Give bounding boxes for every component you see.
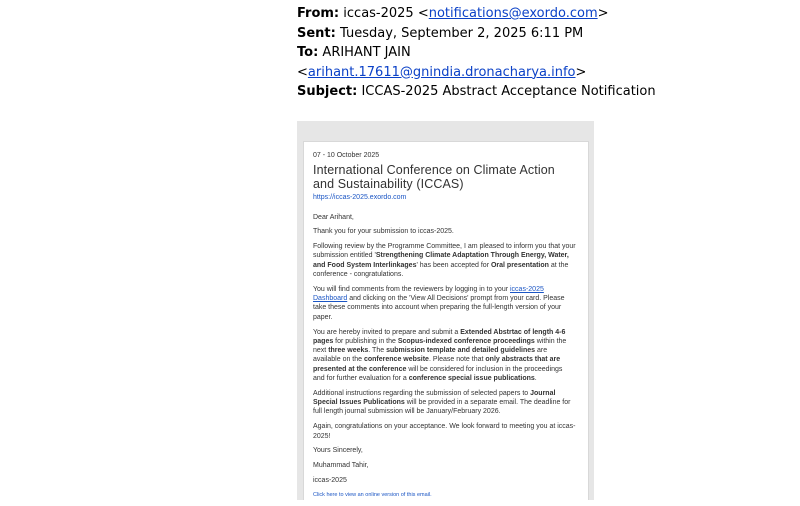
subject-row [297, 82, 777, 102]
p3-text-g: . Please note that [428, 356, 486, 364]
from-name: iccas-2025 < [343, 6, 429, 21]
email-content [313, 151, 576, 506]
online-version-link[interactable]: Click here to view an online version of this email. [313, 491, 432, 498]
p3-bold-7: conference special issue publications [408, 375, 535, 383]
subject-label: Subject: [297, 84, 358, 99]
p4-text-a: Additional instructions regarding the submission of selected papers to [313, 389, 531, 397]
signer: Muhammad Tahir, [313, 462, 369, 470]
thanks-line: Thank you for your submission to iccas-2025. [313, 228, 454, 236]
subject-value: ICCAS-2025 Abstract Acceptance Notification [361, 84, 656, 99]
presentation-type: Oral presentation [490, 261, 549, 269]
from-email-link[interactable]: notifications@exordo.com [428, 6, 598, 21]
sent-value: Tuesday, September 2, 2025 6:11 PM [340, 25, 584, 41]
p3-text-e: . The [368, 347, 387, 355]
from-label: From: [297, 6, 340, 21]
to-email-row [297, 63, 777, 83]
email-header [297, 4, 777, 102]
to-row [297, 43, 777, 63]
p3-bold-5: conference website [363, 356, 429, 364]
p3-bold-2: Scopus-indexed conference proceedings [397, 337, 535, 345]
from-row [297, 4, 777, 24]
p3-text-d: within the next [313, 337, 567, 355]
conference-title: International Conference on Climate Action and Sustainability (ICCAS) [313, 163, 555, 192]
to-close: > [575, 64, 587, 80]
to-name: ARIHANT JAIN [322, 45, 411, 60]
closing: Yours Sincerely, [313, 447, 363, 455]
journal-paragraph [313, 389, 576, 417]
p3-text-f: are available on the [313, 347, 548, 364]
comments-paragraph [313, 285, 576, 322]
p3-bold-6: only abstracts that are presented at the conference [313, 356, 561, 373]
to-open: < [297, 64, 308, 80]
congrats-paragraph: Again, congratulations on your acceptance. We look forward to meeting you at iccas-2025! [313, 423, 576, 440]
p3-text-h: will be considered for inclusion in the proceedings and for further evaluation for a [313, 365, 563, 383]
p2-text-b: and clicking on the 'View All Decisions' prompt from your card. Please take these comments into account when preparing the full-length version of your paper. [313, 295, 565, 321]
greeting: Dear Arihant, [313, 213, 354, 221]
to-email-link[interactable]: arihant.17611@gnindia.dronacharya.info [307, 64, 576, 80]
conference-website-link[interactable]: https://iccas-2025.exordo.com [313, 194, 407, 202]
p1-text-a: Following review by the Programme Committee, I am pleased to inform you that your submission entitled ' [313, 243, 576, 260]
p1-text-b: ' has been accepted for [416, 261, 491, 269]
email-card [303, 141, 589, 500]
sent-label: Sent: [297, 25, 336, 41]
conference-date: 07 - 10 October 2025 [313, 152, 380, 159]
p3-bold-3: three weeks [328, 347, 369, 355]
submission-title: Strengthening Climate Adaptation Through Energy, Water, and Food System Interlinkages [313, 252, 569, 269]
acceptance-paragraph [313, 242, 576, 279]
to-label: To: [297, 45, 319, 60]
p3-bold-4: submission template and detailed guidelines [386, 347, 536, 355]
p3-text-i: . [534, 375, 537, 383]
p4-text-c: will be provided in a separate email. The deadline for full length journal submission will be January/February 2026. [313, 399, 571, 416]
p3-bold-1: Extended Abstrtac of length 4-6 pages [313, 328, 566, 345]
journal-publications: Journal Special Issues Publications [313, 389, 556, 407]
invitation-paragraph [313, 328, 576, 384]
p3-text-a: You are hereby invited to prepare and submit a [313, 328, 461, 336]
p2-text-a: You will find comments from the reviewers by logging in to your [313, 285, 510, 293]
from-close: > [597, 6, 609, 21]
p3-text-c: for publishing in the [333, 337, 398, 345]
sent-row [297, 24, 777, 44]
p1-text-c: at the conference - congratulations. [313, 261, 569, 279]
organization: iccas-2025 [313, 476, 347, 484]
dashboard-link[interactable]: iccas-2025 Dashboard [313, 285, 544, 303]
